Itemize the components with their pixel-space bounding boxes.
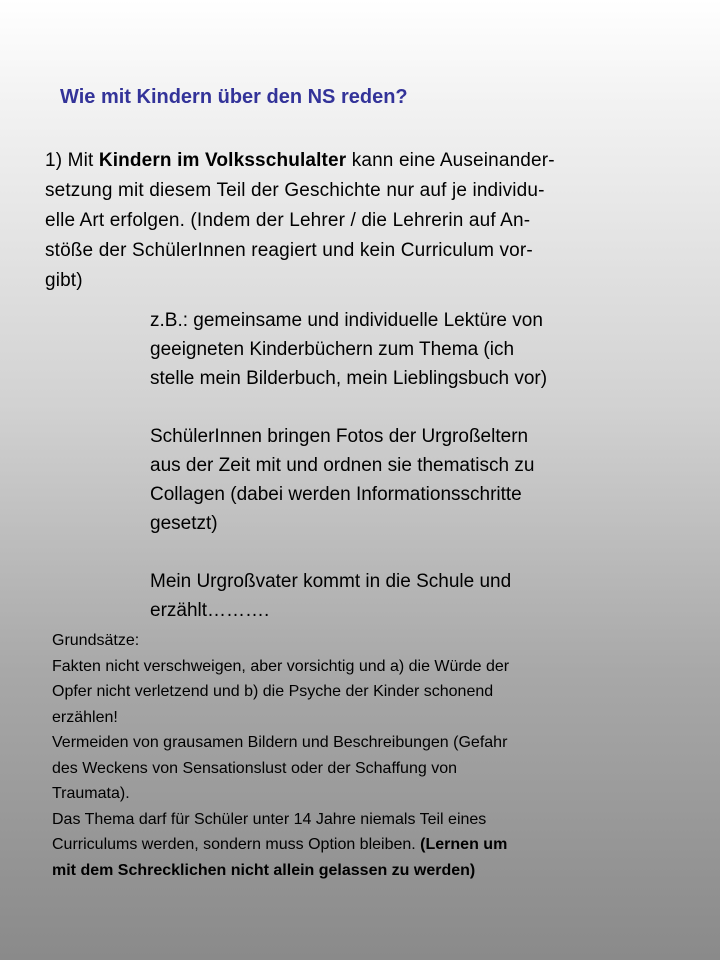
- principles-line: Opfer nicht verletzend und b) die Psyche der Kinder schonend: [52, 683, 494, 700]
- example-photos: [150, 422, 690, 538]
- intro-line-1-start: 1) Mit: [45, 150, 99, 171]
- principles-line: [52, 832, 692, 858]
- example-grandfather: [150, 567, 690, 625]
- principles-line-emphasis: mit dem Schrecklichen nicht allein gelassen zu werden): [52, 861, 476, 879]
- principles-line: Fakten nicht verschweigen, aber vorsichtig und a) die Würde der: [52, 657, 510, 675]
- intro-line-1: [45, 146, 685, 176]
- intro-line-4: stöße der SchülerInnen reagiert und kein Curriculum vor-: [45, 240, 533, 261]
- intro-line-5: gibt): [45, 270, 83, 291]
- example-reading-line: z.B.: gemeinsame und individuelle Lektüre von: [150, 310, 543, 331]
- example-reading: [150, 306, 690, 393]
- example-grandfather-line: Mein Urgroßvater kommt in die Schule und: [150, 571, 512, 592]
- principles-line: erzählen!: [52, 708, 118, 726]
- principles-line-8-start: Curriculums werden, sondern muss Option bleiben.: [52, 836, 421, 853]
- principles-line: Vermeiden von grausamen Bildern und Beschreibungen (Gefahr: [52, 734, 508, 751]
- slide-title: Wie mit Kindern über den NS reden?: [60, 86, 408, 108]
- example-photos-line: SchülerInnen bringen Fotos der Urgroßeltern: [150, 426, 529, 447]
- intro-line-1-emphasis: Kindern im Volksschulalter: [98, 150, 347, 171]
- principles-line: Traumata).: [52, 785, 130, 802]
- example-photos-line: aus der Zeit mit und ordnen sie thematisch zu: [150, 455, 535, 476]
- examples-block: [150, 306, 690, 625]
- example-photos-line: gesetzt): [150, 513, 218, 534]
- intro-paragraph: [45, 146, 685, 296]
- example-reading-line: stelle mein Bilderbuch, mein Lieblingsbuch vor): [150, 368, 548, 389]
- example-grandfather-line: erzählt……….: [150, 600, 270, 621]
- example-reading-line: geeigneten Kinderbüchern zum Thema (ich: [150, 339, 515, 360]
- principles-line: des Weckens von Sensationslust oder der Schaffung von: [52, 759, 457, 777]
- intro-line-1-end: kann eine Auseinander-: [346, 150, 555, 171]
- intro-line-3: elle Art erfolgen. (Indem der Lehrer / die Lehrerin auf An-: [45, 210, 531, 231]
- principles-block: [52, 628, 692, 883]
- intro-line-2: setzung mit diesem Teil der Geschichte nur auf je individu-: [45, 180, 545, 201]
- principles-heading: Grundsätze:: [52, 632, 140, 649]
- principles-line: Das Thema darf für Schüler unter 14 Jahre niemals Teil eines: [52, 810, 487, 828]
- principles-line-8-emphasis: (Lernen um: [420, 836, 508, 853]
- example-photos-line: Collagen (dabei werden Informationsschritte: [150, 484, 522, 505]
